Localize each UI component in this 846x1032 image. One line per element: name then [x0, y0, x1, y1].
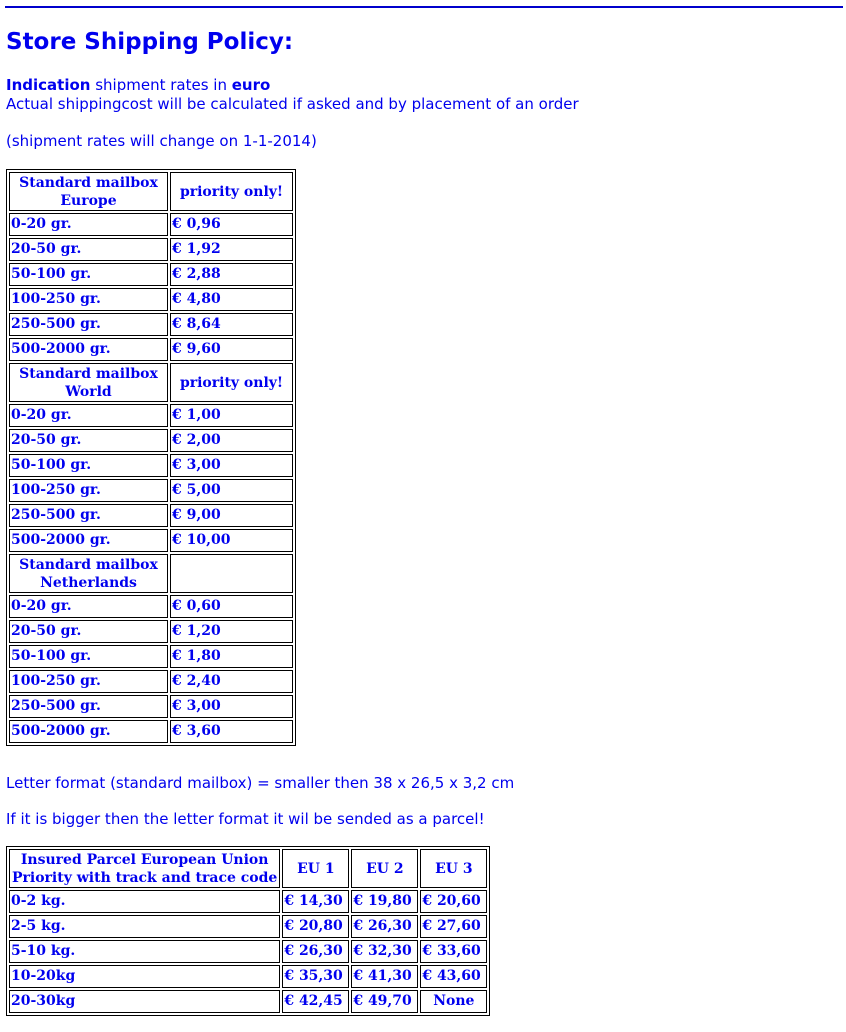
section-title-line2: Netherlands	[40, 574, 137, 591]
price-cell: € 2,40	[170, 670, 293, 693]
price-cell: € 19,80	[351, 890, 418, 913]
weight-cell: 20-50 gr.	[9, 429, 168, 452]
price-cell: € 9,60	[170, 338, 293, 361]
price-cell: € 3,00	[170, 454, 293, 477]
page-title: Store Shipping Policy:	[6, 29, 294, 55]
price-cell: € 14,30	[282, 890, 349, 913]
section-header-row	[9, 172, 293, 211]
intro-bold-currency: euro	[231, 76, 271, 94]
price-cell: € 26,30	[351, 915, 418, 938]
price-cell: € 20,80	[282, 915, 349, 938]
price-cell: € 1,92	[170, 238, 293, 261]
parcel-rates-table	[6, 846, 490, 1016]
weight-cell: 10-20kg	[9, 965, 280, 988]
weight-cell: 250-500 gr.	[9, 695, 168, 718]
section-note: priority only!	[170, 363, 293, 402]
price-cell: € 10,00	[170, 529, 293, 552]
section-header-row	[9, 554, 293, 593]
price-cell: € 43,60	[420, 965, 487, 988]
weight-cell: 50-100 gr.	[9, 454, 168, 477]
weight-cell: 500-2000 gr.	[9, 529, 168, 552]
weight-cell: 100-250 gr.	[9, 479, 168, 502]
table-row	[9, 890, 487, 913]
table-row	[9, 720, 293, 743]
weight-cell: 20-50 gr.	[9, 620, 168, 643]
section-title-line2: Europe	[60, 192, 117, 209]
price-cell: None	[420, 990, 487, 1013]
table-row	[9, 595, 293, 618]
table-row	[9, 338, 293, 361]
weight-cell: 500-2000 gr.	[9, 720, 168, 743]
price-cell: € 2,00	[170, 429, 293, 452]
section-note	[170, 554, 293, 593]
price-cell: € 2,88	[170, 263, 293, 286]
weight-cell: 250-500 gr.	[9, 504, 168, 527]
price-cell: € 8,64	[170, 313, 293, 336]
intro-line	[6, 76, 270, 94]
zone-header: EU 2	[351, 849, 418, 888]
table-row	[9, 670, 293, 693]
section-title-line1: Standard mailbox	[19, 174, 158, 191]
parcel-rates-body	[9, 849, 487, 1013]
parcel-title	[9, 849, 280, 888]
parcel-note: If it is bigger then the letter format it wil be sended as a parcel!	[6, 810, 485, 828]
price-cell: € 1,00	[170, 404, 293, 427]
weight-cell: 20-50 gr.	[9, 238, 168, 261]
price-cell: € 3,60	[170, 720, 293, 743]
weight-cell: 0-2 kg.	[9, 890, 280, 913]
weight-cell: 0-20 gr.	[9, 404, 168, 427]
table-row	[9, 479, 293, 502]
table-row	[9, 429, 293, 452]
section-title	[9, 554, 168, 593]
price-cell: € 20,60	[420, 890, 487, 913]
section-header-row	[9, 363, 293, 402]
price-cell: € 1,80	[170, 645, 293, 668]
section-note: priority only!	[170, 172, 293, 211]
section-title-line2: World	[65, 383, 112, 400]
table-row	[9, 404, 293, 427]
table-row	[9, 454, 293, 477]
calculation-note: Actual shippingcost will be calculated if asked and by placement of an order	[6, 95, 579, 113]
table-row	[9, 263, 293, 286]
weight-cell: 50-100 gr.	[9, 263, 168, 286]
mailbox-rates-body	[9, 172, 293, 743]
price-cell: € 42,45	[282, 990, 349, 1013]
table-row	[9, 645, 293, 668]
parcel-title-line2: Priority with track and trace code	[12, 869, 278, 886]
weight-cell: 5-10 kg.	[9, 940, 280, 963]
price-cell: € 49,70	[351, 990, 418, 1013]
horizontal-rule	[5, 6, 843, 8]
weight-cell: 100-250 gr.	[9, 670, 168, 693]
table-row	[9, 620, 293, 643]
table-row	[9, 940, 487, 963]
price-cell: € 0,60	[170, 595, 293, 618]
price-cell: € 9,00	[170, 504, 293, 527]
mailbox-rates-table	[6, 169, 296, 746]
price-cell: € 27,60	[420, 915, 487, 938]
section-title-line1: Standard mailbox	[19, 365, 158, 382]
weight-cell: 20-30kg	[9, 990, 280, 1013]
section-title	[9, 363, 168, 402]
weight-cell: 500-2000 gr.	[9, 338, 168, 361]
table-row	[9, 213, 293, 236]
price-cell: € 3,00	[170, 695, 293, 718]
weight-cell: 2-5 kg.	[9, 915, 280, 938]
intro-middle-text: shipment rates in	[90, 76, 232, 94]
weight-cell: 100-250 gr.	[9, 288, 168, 311]
weight-cell: 0-20 gr.	[9, 595, 168, 618]
price-cell: € 1,20	[170, 620, 293, 643]
letter-format-note: Letter format (standard mailbox) = smaller then 38 x 26,5 x 3,2 cm	[6, 774, 515, 792]
zone-header: EU 3	[420, 849, 487, 888]
intro-bold-indication: Indication	[6, 76, 91, 94]
price-cell: € 41,30	[351, 965, 418, 988]
price-cell: € 0,96	[170, 213, 293, 236]
table-row	[9, 313, 293, 336]
table-row	[9, 529, 293, 552]
parcel-header-row	[9, 849, 487, 888]
weight-cell: 0-20 gr.	[9, 213, 168, 236]
section-title-line1: Standard mailbox	[19, 556, 158, 573]
table-row	[9, 238, 293, 261]
zone-header: EU 1	[282, 849, 349, 888]
table-row	[9, 965, 487, 988]
section-title	[9, 172, 168, 211]
price-cell: € 26,30	[282, 940, 349, 963]
price-cell: € 32,30	[351, 940, 418, 963]
parcel-title-line1: Insured Parcel European Union	[20, 851, 269, 868]
table-row	[9, 695, 293, 718]
price-cell: € 33,60	[420, 940, 487, 963]
weight-cell: 250-500 gr.	[9, 313, 168, 336]
price-cell: € 35,30	[282, 965, 349, 988]
price-cell: € 5,00	[170, 479, 293, 502]
weight-cell: 50-100 gr.	[9, 645, 168, 668]
table-row	[9, 504, 293, 527]
rate-change-note: (shipment rates will change on 1-1-2014)	[6, 132, 317, 150]
price-cell: € 4,80	[170, 288, 293, 311]
table-row	[9, 915, 487, 938]
table-row	[9, 990, 487, 1013]
table-row	[9, 288, 293, 311]
